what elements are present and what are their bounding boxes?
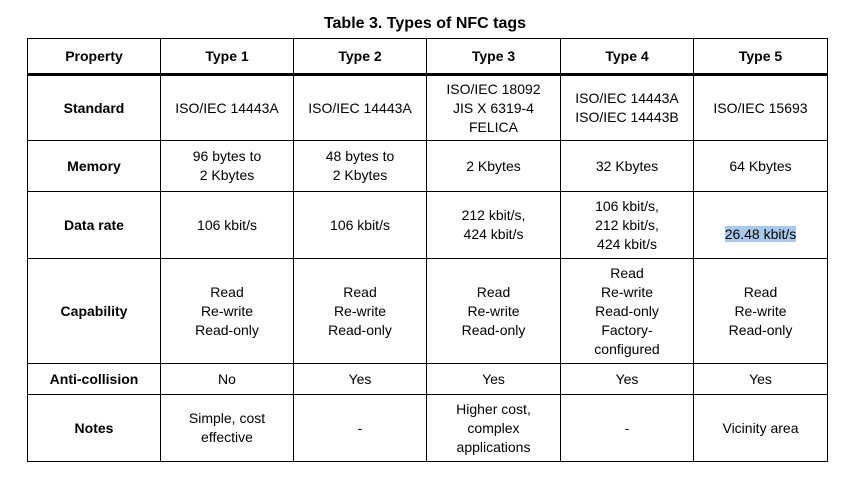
- cell-memory-type-2: 48 bytes to 2 Kbytes: [294, 141, 427, 192]
- header-type-1: Type 1: [161, 39, 294, 75]
- cell-memory-type-4: 32 Kbytes: [561, 141, 694, 192]
- header-type-4: Type 4: [561, 39, 694, 75]
- cell-data-rate-type-1: 106 kbit/s: [161, 192, 294, 259]
- row-label-capability: Capability: [28, 259, 161, 364]
- cell-standard-type-2: ISO/IEC 14443A: [294, 75, 427, 141]
- cell-notes-type-5: Vicinity area: [694, 395, 828, 462]
- row-label-data-rate: Data rate: [28, 192, 161, 259]
- cell-notes-type-1: Simple, cost effective: [161, 395, 294, 462]
- cell-anti-collision-type-2: Yes: [294, 364, 427, 395]
- cell-anti-collision-type-1: No: [161, 364, 294, 395]
- header-type-2: Type 2: [294, 39, 427, 75]
- table-row-anti-collision: [28, 364, 828, 395]
- cell-notes-type-3: Higher cost, complex applications: [427, 395, 561, 462]
- cell-standard-type-4: ISO/IEC 14443A ISO/IEC 14443B: [561, 75, 694, 141]
- cell-memory-type-1: 96 bytes to 2 Kbytes: [161, 141, 294, 192]
- header-property: Property: [28, 39, 161, 75]
- cell-capability-type-3: Read Re-write Read-only: [427, 259, 561, 364]
- cell-data-rate-type-5[interactable]: [694, 192, 828, 259]
- table-row-memory: [28, 141, 828, 192]
- header-type-5: Type 5: [694, 39, 828, 75]
- cell-memory-type-5: 64 Kbytes: [694, 141, 828, 192]
- cell-standard-type-3: ISO/IEC 18092 JIS X 6319-4 FELICA: [427, 75, 561, 141]
- cell-data-rate-type-3: 212 kbit/s, 424 kbit/s: [427, 192, 561, 259]
- table-row-standard: [28, 75, 828, 141]
- cell-capability-type-4: Read Re-write Read-only Factory- configured: [561, 259, 694, 364]
- cell-notes-type-2: -: [294, 395, 427, 462]
- header-type-3: Type 3: [427, 39, 561, 75]
- cell-data-rate-type-2: 106 kbit/s: [294, 192, 427, 259]
- cell-standard-type-5: ISO/IEC 15693: [694, 75, 828, 141]
- table-row-data-rate: [28, 192, 828, 259]
- cell-data-rate-type-4: 106 kbit/s, 212 kbit/s, 424 kbit/s: [561, 192, 694, 259]
- cell-capability-type-2: Read Re-write Read-only: [294, 259, 427, 364]
- cell-notes-type-4: -: [561, 395, 694, 462]
- header-row: [28, 39, 828, 75]
- cell-memory-type-3: 2 Kbytes: [427, 141, 561, 192]
- table-caption: Table 3. Types of NFC tags: [323, 15, 527, 32]
- table-row-notes: [28, 395, 828, 462]
- cell-anti-collision-type-4: Yes: [561, 364, 694, 395]
- cell-capability-type-1: Read Re-write Read-only: [161, 259, 294, 364]
- nfc-types-table: [27, 38, 828, 462]
- table-row-capability: [28, 259, 828, 364]
- row-label-notes: Notes: [28, 395, 161, 462]
- cell-anti-collision-type-5: Yes: [694, 364, 828, 395]
- cell-anti-collision-type-3: Yes: [427, 364, 561, 395]
- cell-standard-type-1: ISO/IEC 14443A: [161, 75, 294, 141]
- selected-text-highlight[interactable]: 26.48 kbit/s: [724, 226, 797, 242]
- cell-capability-type-5: Read Re-write Read-only: [694, 259, 828, 364]
- row-label-standard: Standard: [28, 75, 161, 141]
- row-label-memory: Memory: [28, 141, 161, 192]
- row-label-anti-collision: Anti-collision: [28, 364, 161, 395]
